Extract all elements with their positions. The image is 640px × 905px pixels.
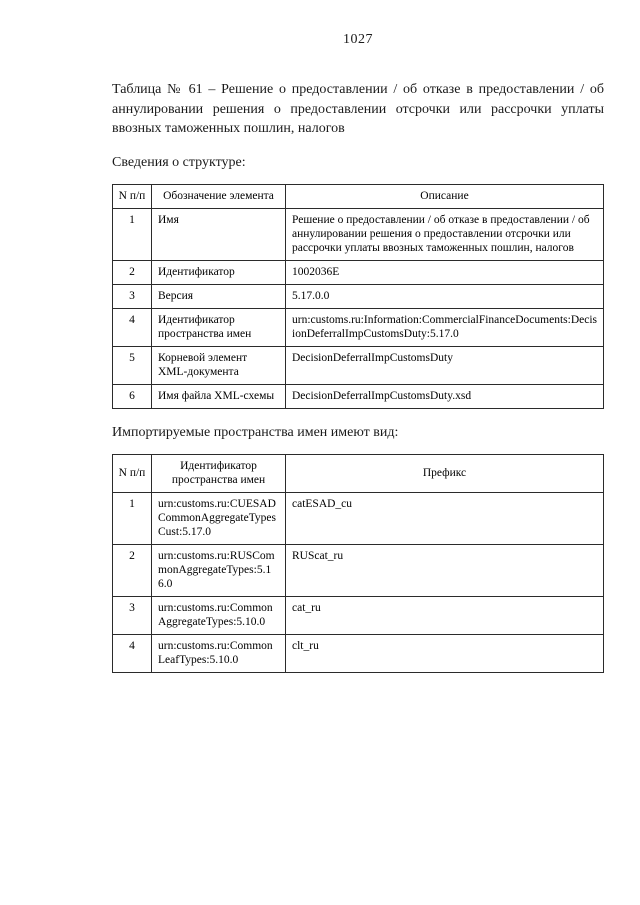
column-header-description: Описание (286, 184, 604, 209)
namespace-prefix: cat_ru (286, 597, 604, 635)
element-description: 5.17.0.0 (286, 285, 604, 309)
element-name: Имя файла XML-схемы (152, 385, 286, 409)
table-row (113, 597, 604, 635)
element-name: Идентификатор (152, 261, 286, 285)
element-name: Версия (152, 285, 286, 309)
structure-table (112, 184, 604, 410)
row-num: 4 (113, 309, 152, 347)
table-row (113, 309, 604, 347)
element-name: Корневой элемент XML-документа (152, 347, 286, 385)
column-header-prefix: Префикс (286, 455, 604, 493)
namespace-id: urn:customs.ru:CUESADCommonAggregateTypesCust:5.17.0 (152, 493, 286, 545)
row-num: 4 (113, 635, 152, 673)
row-num: 6 (113, 385, 152, 409)
namespace-id: urn:customs.ru:RUSCommonAggregateTypes:5.16.0 (152, 545, 286, 597)
namespaces-table (112, 454, 604, 673)
element-description: DecisionDeferralImpCustomsDuty (286, 347, 604, 385)
row-num: 3 (113, 597, 152, 635)
namespace-prefix: clt_ru (286, 635, 604, 673)
column-header-num: N п/п (113, 184, 152, 209)
table-header-row (113, 184, 604, 209)
table-header-row (113, 455, 604, 493)
table-row (113, 385, 604, 409)
row-num: 5 (113, 347, 152, 385)
element-description: urn:customs.ru:Information:CommercialFinanceDocuments:DecisionDeferralImpCustomsDuty:5.17.0 (286, 309, 604, 347)
namespaces-section-label: Импортируемые пространства имен имеют вид: (112, 425, 399, 440)
page-content (112, 0, 604, 673)
namespace-prefix: RUScat_ru (286, 545, 604, 597)
structure-section-label: Сведения о структуре: (112, 154, 246, 170)
table-row (113, 493, 604, 545)
element-name: Имя (152, 209, 286, 261)
table-row (113, 285, 604, 309)
column-header-namespace-id: Идентификатор пространства имен (152, 455, 286, 493)
table-row (113, 545, 604, 597)
namespace-id: urn:customs.ru:CommonAggregateTypes:5.10.0 (152, 597, 286, 635)
column-header-element: Обозначение элемента (152, 184, 286, 209)
element-description: Решение о предоставлении / об отказе в предоставлении / об аннулировании решения о предоставлении отсрочки или рассрочки уплаты ввозных таможенных пошлин, налогов (286, 209, 604, 261)
table-row (113, 209, 604, 261)
row-num: 1 (113, 209, 152, 261)
namespace-id: urn:customs.ru:CommonLeafTypes:5.10.0 (152, 635, 286, 673)
row-num: 2 (113, 261, 152, 285)
element-description: 1002036E (286, 261, 604, 285)
page-number: 1027 (343, 32, 373, 47)
row-num: 1 (113, 493, 152, 545)
table-row (113, 635, 604, 673)
table-61-title: Таблица № 61 – Решение о предоставлении / об отказе в предоставлении / об аннулировании решения о предоставлении отсрочки или рассрочки уплаты ввозных таможенных пошлин, налогов (112, 82, 604, 136)
table-row (113, 347, 604, 385)
element-name: Идентификатор пространства имен (152, 309, 286, 347)
namespace-prefix: catESAD_cu (286, 493, 604, 545)
row-num: 3 (113, 285, 152, 309)
column-header-num: N п/п (113, 455, 152, 493)
table-row (113, 261, 604, 285)
row-num: 2 (113, 545, 152, 597)
element-description: DecisionDeferralImpCustomsDuty.xsd (286, 385, 604, 409)
